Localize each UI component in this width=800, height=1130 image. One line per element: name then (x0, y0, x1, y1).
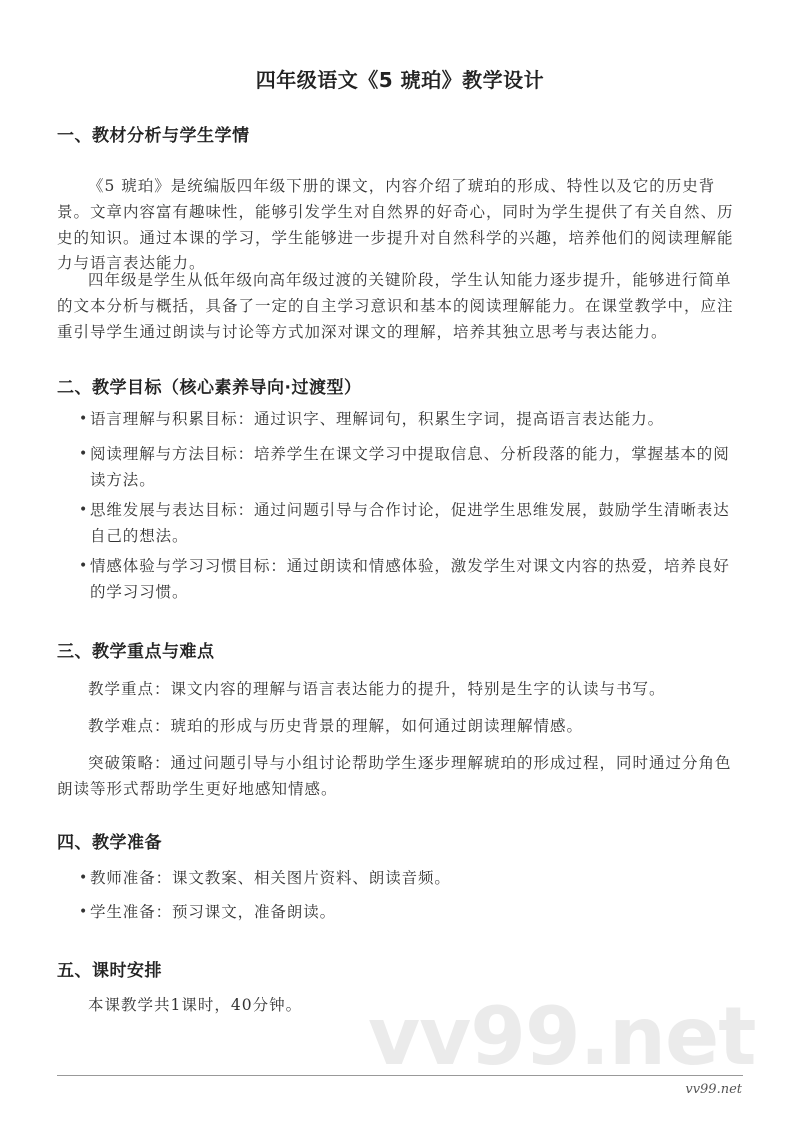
paragraph: 四年级是学生从低年级向高年级过渡的关键阶段，学生认知能力逐步提升，能够进行简单的文本分析与概括，具备了一定的自主学习意识和基本的阅读理解能力。在课堂教学中，应注重引导学生通过朗读与讨论等方式加深对课文的理解，培养其独立思考与表达能力。 (57, 271, 734, 341)
section-heading: 一、教材分析与学生学情 (57, 126, 250, 146)
bullet-icon: • (79, 870, 89, 886)
list-item-text: 情感体验与学习习惯目标：通过朗读和情感体验，激发学生对课文内容的热爱，培养良好的学习习惯。 (90, 557, 730, 601)
bullet-icon: • (79, 446, 89, 462)
bullet-icon: • (79, 558, 89, 574)
paragraph: 教学重点：课文内容的理解与语言表达能力的提升，特别是生字的认读与书写。 (88, 680, 666, 698)
section-heading: 二、教学目标（核心素养导向·过渡型） (57, 378, 362, 398)
bullet-icon: • (79, 502, 89, 518)
footer-site-text: vv99.net (685, 1082, 742, 1097)
paragraph: 教学难点：琥珀的形成与历史背景的理解，如何通过朗读理解情感。 (88, 717, 584, 735)
list-item (79, 554, 743, 605)
list-item (79, 900, 743, 926)
footer-divider (57, 1075, 743, 1076)
list-item-text: 思维发展与表达目标：通过问题引导与合作讨论，促进学生思维发展，鼓励学生清晰表达自己的想法。 (90, 501, 730, 545)
bullet-icon: • (79, 411, 89, 427)
section-heading: 四、教学准备 (57, 833, 162, 853)
list-item (79, 866, 743, 892)
section-heading: 三、教学重点与难点 (57, 642, 215, 662)
list-item (79, 407, 743, 433)
bullet-icon: • (79, 904, 89, 920)
list-item-text: 阅读理解与方法目标：培养学生在课文学习中提取信息、分析段落的能力，掌握基本的阅读方法。 (90, 445, 730, 489)
paragraph: 《5 琥珀》是统编版四年级下册的课文，内容介绍了琥珀的形成、特性以及它的历史背景。文章内容富有趣味性，能够引发学生对自然界的好奇心，同时为学生提供了有关自然、历史的知识。通过本课的学习，学生能够进一步提升对自然科学的兴趣，培养他们的阅读理解能力与语言表达能力。 (57, 177, 734, 273)
list-item-text: 学生准备：预习课文，准备朗读。 (90, 903, 337, 921)
list-item (79, 498, 743, 549)
list-item (79, 442, 743, 493)
list-item-text: 教师准备：课文教案、相关图片资料、朗读音频。 (90, 869, 451, 887)
watermark: vv99.net (368, 990, 756, 1083)
paragraph: 突破策略：通过问题引导与小组讨论帮助学生逐步理解琥珀的形成过程，同时通过分角色朗读等形式帮助学生更好地感知情感。 (57, 754, 732, 798)
paragraph: 本课教学共1课时，40分钟。 (88, 996, 303, 1014)
list-item-text: 语言理解与积累目标：通过识字、理解词句，积累生字词，提高语言表达能力。 (90, 410, 665, 428)
page-title: 四年级语文《5 琥珀》教学设计 (255, 68, 545, 92)
section-heading: 五、课时安排 (57, 961, 162, 981)
